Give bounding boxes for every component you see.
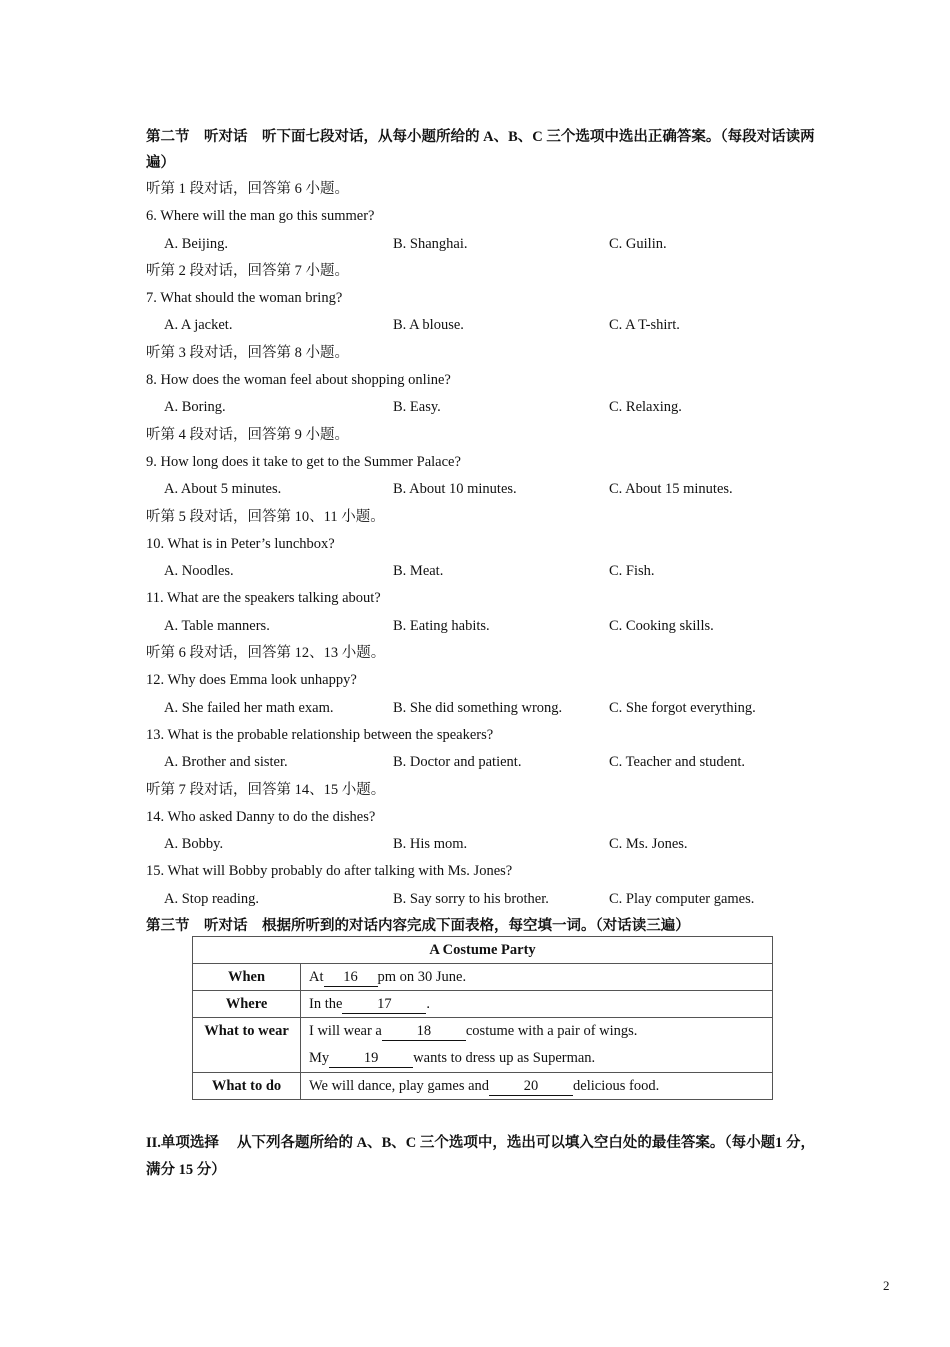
option-a: A. A jacket. xyxy=(164,317,233,334)
question-text: 11. What are the speakers talking about? xyxy=(146,590,381,607)
option-a: A. Noodles. xyxy=(164,563,234,580)
listening-section xyxy=(146,124,826,940)
option-a: A. Boring. xyxy=(164,399,226,416)
part2-heading: II.单项选择 从下列各题所给的 A、B、C 三个选项中，选出可以填入空白处的最佳答案。（每小题1 分，满分 15 分） xyxy=(146,1135,816,1178)
do-pre: We will dance, play games and xyxy=(309,1078,490,1094)
what-to-do-value xyxy=(301,1073,773,1100)
option-b: B. She did something wrong. xyxy=(393,699,563,716)
where-pre: In the xyxy=(309,996,343,1012)
table-row xyxy=(193,1018,773,1073)
option-c: C. Fish. xyxy=(609,563,655,580)
options-row xyxy=(146,558,826,585)
what-to-do-label: What to do xyxy=(193,1073,301,1100)
table-title: A Costume Party xyxy=(193,937,773,964)
option-b: B. His mom. xyxy=(393,836,468,853)
what-to-wear-value xyxy=(301,1018,773,1073)
table-row xyxy=(193,1073,773,1100)
where-value xyxy=(301,991,773,1018)
dialogue-intro: 听第 2 段对话，回答第 7 小题。 xyxy=(146,262,349,279)
option-c: C. Ms. Jones. xyxy=(609,836,688,853)
where-post: . xyxy=(426,996,431,1012)
table-row xyxy=(193,964,773,991)
option-b: B. A blouse. xyxy=(393,317,464,334)
option-c: C. Play computer games. xyxy=(609,890,755,907)
dialogue-intro: 听第 6 段对话，回答第 12、13 小题。 xyxy=(146,645,386,662)
blank-18: 18 xyxy=(382,1023,466,1041)
option-c: C. Teacher and student. xyxy=(609,754,746,771)
costume-party-table xyxy=(192,936,773,1100)
blank-16: 16 xyxy=(324,969,378,987)
section3-heading: 第三节 听对话 根据所听到的对话内容完成下面表格，每空填一词。（对话读三遍） xyxy=(146,918,690,935)
where-label: Where xyxy=(193,991,301,1018)
option-c: C. Guilin. xyxy=(609,235,667,252)
option-a: A. About 5 minutes. xyxy=(164,481,282,498)
options-row xyxy=(146,613,826,640)
option-a: A. Brother and sister. xyxy=(164,754,288,771)
options-row xyxy=(146,749,826,776)
option-b: B. Easy. xyxy=(393,399,441,416)
options-row xyxy=(146,831,826,858)
when-pre: At xyxy=(309,969,324,985)
option-b: B. About 10 minutes. xyxy=(393,481,517,498)
options-row xyxy=(146,231,826,258)
options-row xyxy=(146,695,826,722)
question-text: 15. What will Bobby probably do after talking with Ms. Jones? xyxy=(146,863,513,880)
dialogue-intro: 听第 5 段对话，回答第 10、11 小题。 xyxy=(146,508,385,525)
option-b: B. Shanghai. xyxy=(393,235,468,252)
wear-post-1: costume with a pair of wings. xyxy=(465,1023,638,1039)
option-a: A. Bobby. xyxy=(164,836,224,853)
options-row xyxy=(146,886,826,913)
blank-19: 19 xyxy=(329,1050,413,1068)
question-text: 14. Who asked Danny to do the dishes? xyxy=(146,808,376,825)
section-heading: 第二节 听对话 听下面七段对话，从每小题所给的 A、B、C 三个选项中选出正确答案。（每段对话读两遍） xyxy=(146,129,815,171)
wear-pre-1: I will wear a xyxy=(309,1023,382,1039)
question-text: 13. What is the probable relationship between the speakers? xyxy=(146,726,494,743)
table-row xyxy=(193,991,773,1018)
option-a: A. Beijing. xyxy=(164,235,229,252)
option-b: B. Meat. xyxy=(393,563,444,580)
options-row xyxy=(146,394,826,421)
option-c: C. Relaxing. xyxy=(609,399,682,416)
dialogue-intro: 听第 7 段对话，回答第 14、15 小题。 xyxy=(146,781,386,798)
option-c: C. About 15 minutes. xyxy=(609,481,733,498)
dialogue-intro: 听第 4 段对话，回答第 9 小题。 xyxy=(146,426,349,443)
option-a: A. Stop reading. xyxy=(164,890,260,907)
question-text: 7. What should the woman bring? xyxy=(146,290,343,307)
wear-post-2: wants to dress up as Superman. xyxy=(413,1050,596,1066)
options-row xyxy=(146,312,826,339)
what-to-wear-label: What to wear xyxy=(193,1018,301,1073)
options-row xyxy=(146,476,826,503)
when-post: pm on 30 June. xyxy=(377,969,467,985)
option-a: A. She failed her math exam. xyxy=(164,699,334,716)
wear-line-1 xyxy=(309,1018,764,1045)
blank-20: 20 xyxy=(489,1078,573,1096)
do-post: delicious food. xyxy=(573,1078,660,1094)
option-a: A. Table manners. xyxy=(164,617,270,634)
question-text: 10. What is in Peter’s lunchbox? xyxy=(146,535,335,552)
option-b: B. Eating habits. xyxy=(393,617,490,634)
question-text: 12. Why does Emma look unhappy? xyxy=(146,672,357,689)
question-text: 6. Where will the man go this summer? xyxy=(146,208,375,225)
blank-17: 17 xyxy=(342,996,426,1014)
when-label: When xyxy=(193,964,301,991)
when-value xyxy=(301,964,773,991)
wear-pre-2: My xyxy=(309,1050,330,1066)
question-list xyxy=(146,176,826,913)
dialogue-intro: 听第 1 段对话，回答第 6 小题。 xyxy=(146,181,349,197)
option-c: C. A T-shirt. xyxy=(609,317,680,334)
option-b: B. Say sorry to his brother. xyxy=(393,890,549,907)
question-text: 9. How long does it take to get to the Summer Palace? xyxy=(146,453,461,470)
option-c: C. She forgot everything. xyxy=(609,699,756,716)
option-c: C. Cooking skills. xyxy=(609,617,714,634)
option-b: B. Doctor and patient. xyxy=(393,754,522,771)
page-number: 2 xyxy=(883,1278,890,1293)
dialogue-intro: 听第 3 段对话，回答第 8 小题。 xyxy=(146,344,349,361)
question-text: 8. How does the woman feel about shopping online? xyxy=(146,372,451,389)
wear-line-2 xyxy=(309,1045,764,1072)
